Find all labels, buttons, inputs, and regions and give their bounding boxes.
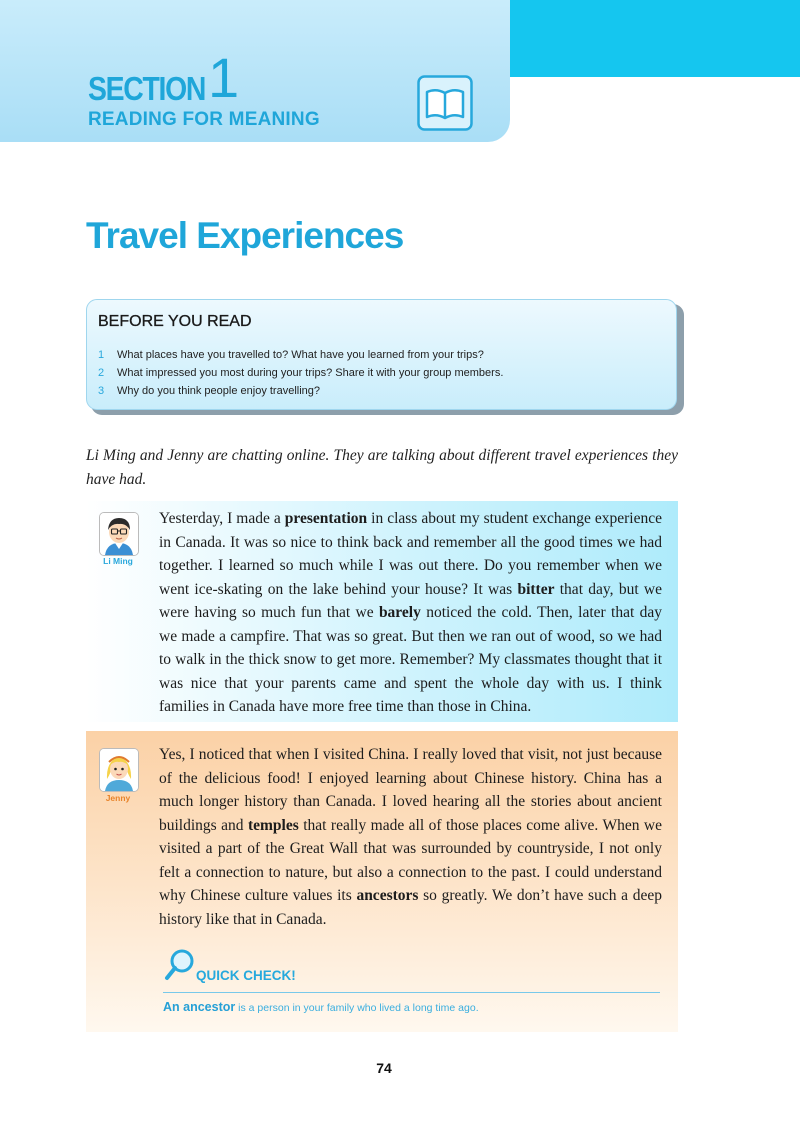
magnifier-icon	[163, 947, 197, 981]
section-subtitle: READING FOR MEANING	[88, 109, 320, 130]
before-you-read-box	[86, 299, 677, 410]
quick-check-definition	[163, 1000, 479, 1014]
quick-check-divider	[163, 992, 660, 993]
message-text-run: noticed the cold. Then, later that day we made a campfire. That was so great. But then we ran out of wood, so we had to walk in the thick snow to get more. Remember? My classmates thought that it was nice that your parents came and spent the whole day with us. I think families in Canada have more free time than those in China.	[159, 604, 662, 715]
header-corner-block	[510, 0, 800, 77]
message-text-run: Yes, I noticed that when I visited China. I really loved that visit, not just because of the delicious food! I enjoyed learning about Chinese history. China has a much longer history than Canada. I loved hearing all the stories about ancient buildings and	[159, 746, 662, 834]
question-number: 2	[98, 367, 105, 379]
message-text-run: so greatly. We don’t have such a deep history like that in Canada.	[159, 887, 663, 928]
message-text-run: in class about my student exchange experience in Canada. It was so nice to think back and remember all the good times we had together. I learned so much while I was out there. Do you remember when we went ice-skating on the lake behind your house? It was	[159, 510, 662, 598]
boy-avatar-icon	[99, 512, 139, 556]
jenny-name: Jenny	[105, 793, 131, 803]
quick-check-term: An ancestor	[163, 1000, 236, 1014]
before-you-read-list	[98, 346, 503, 400]
message-text-run: that really made all of those places come alive. When we visited a part of the Great Wall that was surrounded by countryside, I not only felt a connection to nature, but also a connection to the past. I could understand why Chinese culture values its	[159, 816, 662, 904]
section-number: 1	[208, 46, 240, 109]
jenny-message-text	[159, 743, 662, 931]
vocab-word: temples	[247, 816, 299, 834]
vocab-word: ancestors	[356, 887, 419, 904]
question-number: 3	[98, 385, 105, 397]
page-title: Travel Experiences	[86, 215, 404, 256]
open-book-icon	[417, 75, 473, 131]
li-ming-name: Li Ming	[103, 556, 133, 566]
question-text: Why do you think people enjoy travelling?	[117, 385, 321, 397]
intro-paragraph: Li Ming and Jenny are chatting online. They are talking about different travel experiences they have had.	[86, 447, 678, 488]
quick-check-definition-text: is a person in your family who lived a long time ago.	[235, 1002, 479, 1014]
vocab-word: presentation	[284, 510, 368, 527]
question-text: What places have you travelled to? What have you learned from your trips?	[117, 349, 484, 361]
vocab-word: barely	[378, 604, 421, 621]
question-item	[98, 364, 503, 382]
section-label: SECTION	[88, 70, 206, 107]
vocab-word: bitter	[517, 580, 555, 598]
quick-check-title: QUICK CHECK!	[196, 968, 296, 983]
before-you-read-heading: BEFORE YOU READ	[98, 313, 252, 330]
question-item	[98, 382, 503, 400]
question-item	[98, 346, 503, 364]
li-ming-message-text	[159, 507, 662, 719]
page-number: 74	[376, 1060, 392, 1076]
question-text: What impressed you most during your trips? Share it with your group members.	[117, 367, 504, 379]
girl-avatar-icon	[99, 748, 139, 792]
question-number: 1	[98, 349, 105, 361]
message-text-run: that day, but we were having so much fun that we	[159, 580, 662, 621]
message-text-run: Yesterday, I made a	[159, 510, 285, 527]
